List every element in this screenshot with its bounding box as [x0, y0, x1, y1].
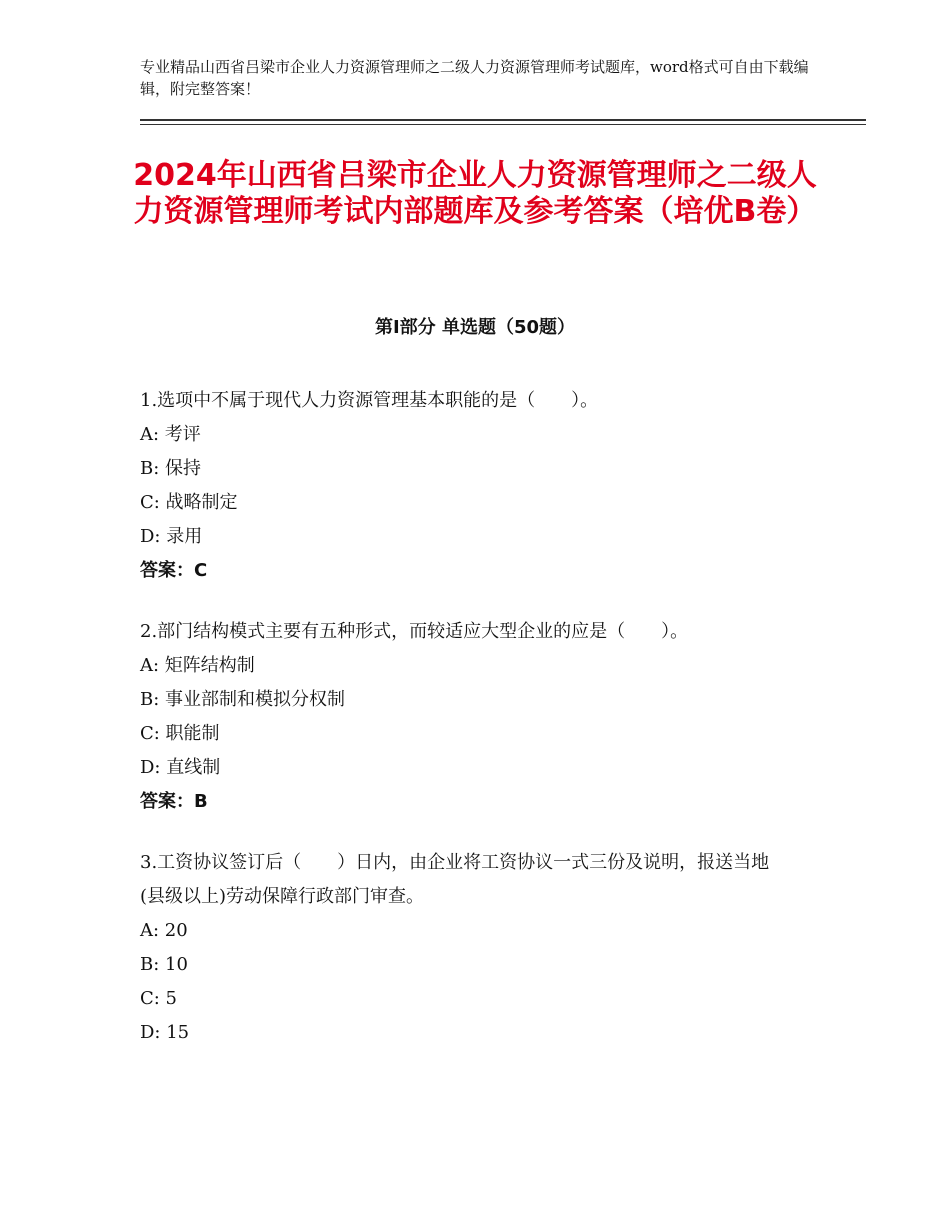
header-rule-thin: [140, 124, 866, 125]
option-b: B: 10: [140, 954, 188, 975]
option-c: C: 职能制: [140, 723, 220, 744]
option-c: C: 战略制定: [140, 492, 238, 513]
question-list: [140, 384, 810, 1077]
option-b: B: 事业部制和模拟分权制: [140, 689, 346, 710]
option-d: D: 录用: [140, 526, 203, 547]
answer: 答案：B: [140, 791, 208, 812]
question-stem: 2.部门结构模式主要有五种形式，而较适应大型企业的应是（ ）。: [140, 621, 689, 642]
option-d: D: 直线制: [140, 757, 221, 778]
question-1: [140, 384, 810, 588]
question-stem: 1.选项中不属于现代人力资源管理基本职能的是（ ）。: [140, 390, 599, 411]
answer: 答案：C: [140, 560, 208, 581]
question-2: [140, 615, 810, 819]
option-d: D: 15: [140, 1022, 190, 1043]
document-title: 2024年山西省吕梁市企业人力资源管理师之二级人力资源管理师考试内部题库及参考答案（培优B卷）: [133, 158, 817, 229]
option-c: C: 5: [140, 988, 178, 1009]
question-3: [140, 846, 810, 1050]
option-a: A: 考评: [140, 424, 201, 445]
section-title: 第Ⅰ部分 单选题（50题）: [374, 317, 575, 338]
option-a: A: 20: [140, 920, 188, 941]
question-stem: 3.工资协议签订后（ ）日内，由企业将工资协议一式三份及说明，报送当地(县级以上)劳动保障行政部门审查。: [140, 852, 770, 907]
header-rule: [140, 119, 866, 121]
option-b: B: 保持: [140, 458, 202, 479]
option-a: A: 矩阵结构制: [140, 655, 255, 676]
header-note: 专业精品山西省吕梁市企业人力资源管理师之二级人力资源管理师考试题库，word格式可自由下载编辑，附完整答案！: [140, 58, 809, 98]
